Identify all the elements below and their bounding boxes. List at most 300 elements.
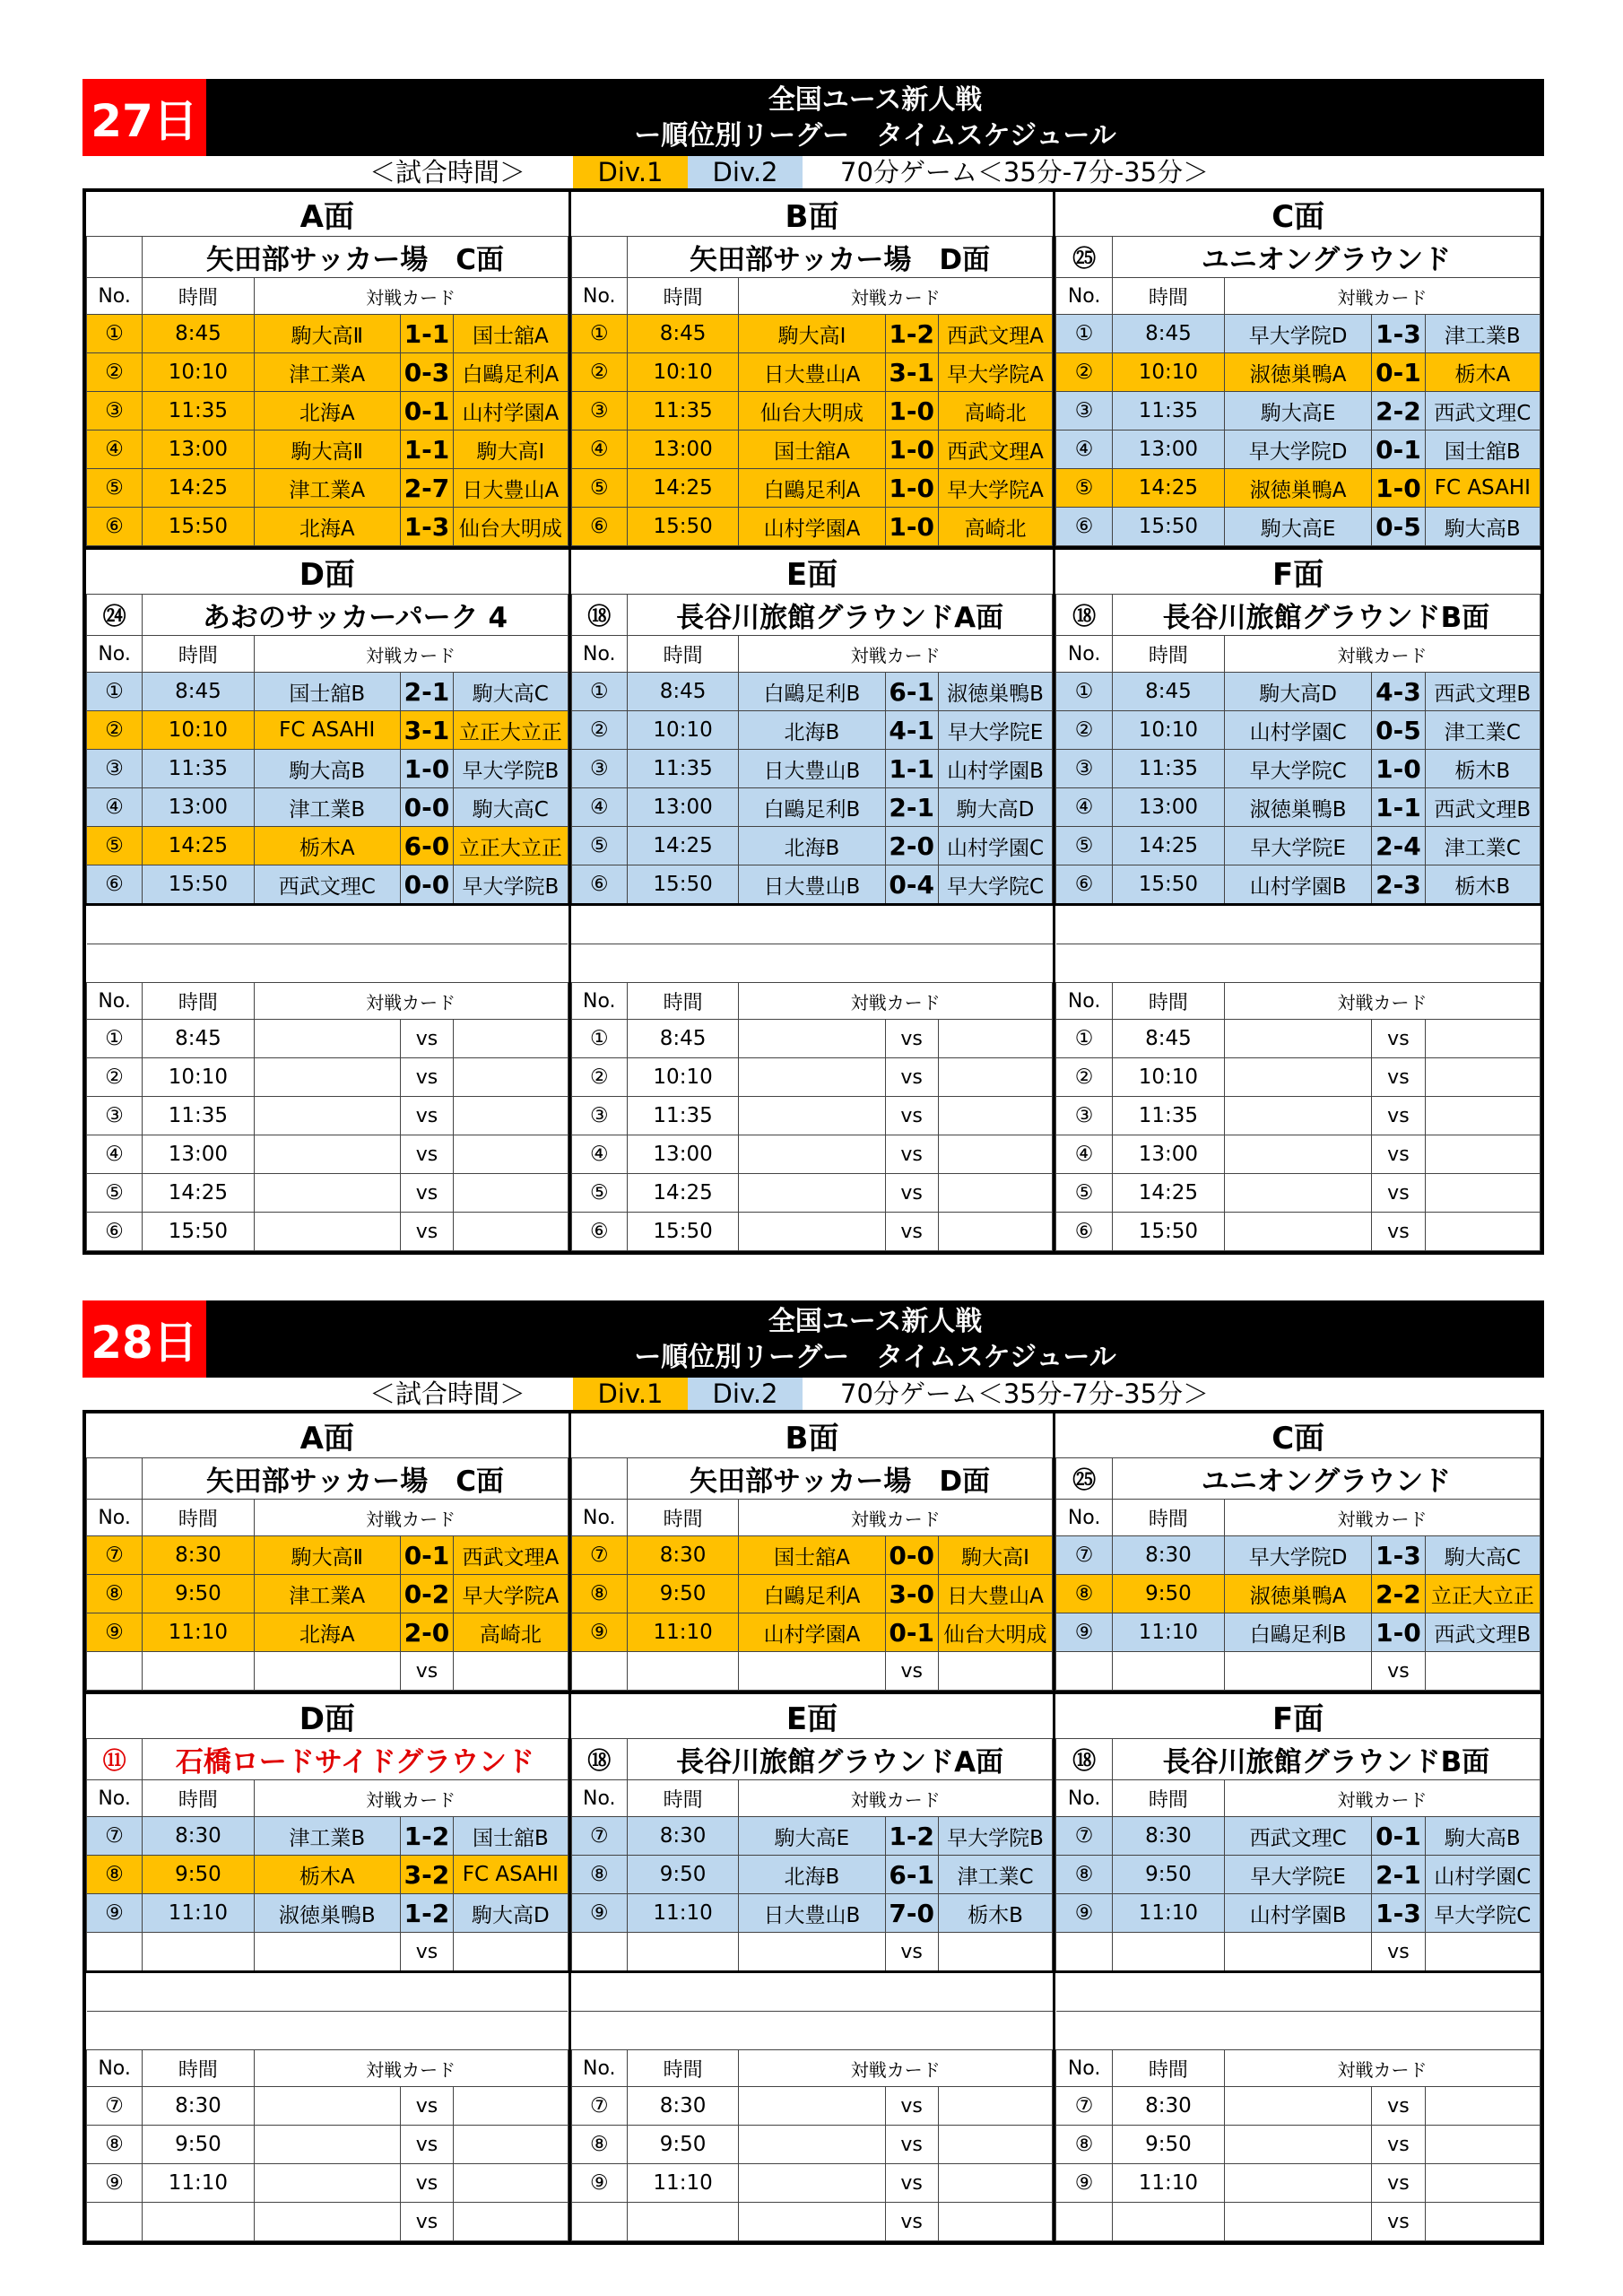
home-team: 日大豊山A (739, 353, 885, 392)
slot-time: 8:45 (1112, 1020, 1224, 1058)
header-card: 対戦カード (1224, 1500, 1540, 1536)
slot-away (938, 1213, 1053, 1251)
table-header-row (87, 983, 568, 1020)
match-score: 1-3 (1372, 1894, 1425, 1933)
match-row (571, 1536, 1053, 1575)
away-team: 立正大立正 (454, 827, 568, 865)
empty-slot-row (571, 2164, 1053, 2203)
match-row (87, 750, 568, 788)
match-row (1056, 1536, 1541, 1575)
match-no: ⑤ (1056, 827, 1113, 865)
match-no: ② (1056, 353, 1113, 392)
field-face-label: F面 (1272, 557, 1324, 593)
slot-vs: vs (400, 2126, 453, 2164)
match-no: ⑦ (1056, 1817, 1113, 1856)
match-no: ② (87, 353, 143, 392)
slot-vs: vs (1372, 1058, 1425, 1097)
table-header-row (87, 1500, 568, 1536)
field-panel (86, 1413, 571, 1691)
slot-home (739, 1097, 885, 1135)
match-time: 11:35 (627, 392, 738, 430)
header-time: 時間 (627, 636, 738, 673)
slot-home (1224, 1020, 1371, 1058)
field-face-label: D面 (299, 557, 355, 593)
field-panel (1055, 550, 1541, 1251)
header-card: 対戦カード (254, 2050, 568, 2087)
slot-home (1224, 2087, 1371, 2126)
match-no: ⑨ (1056, 1894, 1113, 1933)
slot-time: 10:10 (627, 1058, 738, 1097)
venue-name: 長谷川旅館グラウンドB面 (1112, 1739, 1540, 1780)
away-team: 早大学院A (938, 469, 1053, 508)
match-row (571, 865, 1053, 905)
home-team: 白鷗足利A (739, 1575, 885, 1613)
field-face-label: C面 (1271, 199, 1325, 235)
match-row (87, 865, 568, 905)
field-panel (86, 550, 571, 1251)
match-time: 8:45 (1112, 673, 1224, 711)
slot-home (254, 2126, 400, 2164)
table-header-row (1056, 1500, 1541, 1536)
slot-no: ⑧ (87, 2126, 143, 2164)
slot-home (1224, 1213, 1371, 1251)
slot-no: ⑦ (1056, 2087, 1113, 2126)
header-no: No. (1056, 2050, 1113, 2087)
slot-home (739, 2126, 885, 2164)
header-no: No. (87, 2050, 143, 2087)
header-card: 対戦カード (739, 278, 1053, 315)
slot-away (454, 1174, 568, 1213)
away-team: 西武文理A (938, 430, 1053, 469)
match-time: 15:50 (1112, 508, 1224, 546)
match-no (87, 1933, 143, 1972)
match-no: ③ (571, 750, 627, 788)
home-team: 津工業B (254, 1817, 400, 1856)
match-score: 1-1 (1372, 788, 1425, 827)
match-row (1056, 827, 1541, 865)
match-time: 11:35 (1112, 750, 1224, 788)
away-team: 駒大高Ⅰ (938, 1536, 1053, 1575)
schedule-table (86, 1694, 568, 2241)
slot-no: ④ (1056, 1135, 1113, 1174)
slot-away (454, 1213, 568, 1251)
match-row (571, 750, 1053, 788)
match-score: 6-1 (885, 673, 938, 711)
slot-home (254, 2164, 400, 2203)
empty-slot-row (571, 1097, 1053, 1135)
away-team (454, 1933, 568, 1972)
header-card: 対戦カード (739, 2050, 1053, 2087)
match-score: 1-2 (885, 1817, 938, 1856)
slot-away (1425, 1058, 1540, 1097)
slot-away (1425, 1097, 1540, 1135)
match-time: 9:50 (143, 1575, 254, 1613)
home-team: 白鷗足利B (739, 673, 885, 711)
venue-name: 矢田部サッカー場 C面 (143, 237, 568, 278)
empty-slot-row (1056, 1213, 1541, 1251)
match-no: ④ (1056, 430, 1113, 469)
div2-legend: Div.2 (688, 156, 803, 188)
match-score: 3-0 (885, 1575, 938, 1613)
empty-slot-row (87, 2087, 568, 2126)
match-no: ① (571, 673, 627, 711)
slot-time: 15:50 (627, 1213, 738, 1251)
away-team: 栃木B (1425, 865, 1540, 905)
away-team: 駒大高D (454, 1894, 568, 1933)
away-team: 山村学園A (454, 392, 568, 430)
match-row (571, 1817, 1053, 1856)
match-score: 0-4 (885, 865, 938, 905)
header-no: No. (571, 1500, 627, 1536)
blank-row (87, 2012, 568, 2050)
field-panel (1055, 1413, 1541, 1691)
home-team: 早大学院E (1224, 827, 1371, 865)
match-no: ④ (87, 788, 143, 827)
match-no: ⑥ (1056, 508, 1113, 546)
slot-home (254, 1058, 400, 1097)
schedule-table (1055, 550, 1541, 1251)
table-header-row (1056, 983, 1541, 1020)
home-team: 津工業A (254, 1575, 400, 1613)
match-row (571, 673, 1053, 711)
match-no: ⑦ (87, 1536, 143, 1575)
slot-away (938, 1058, 1053, 1097)
slot-home (1224, 1097, 1371, 1135)
slot-home (739, 2164, 885, 2203)
slot-vs: vs (1372, 1135, 1425, 1174)
match-score: 4-3 (1372, 673, 1425, 711)
slot-time: 10:10 (1112, 1058, 1224, 1097)
match-row (1056, 750, 1541, 788)
div1-legend: Div.1 (573, 156, 688, 188)
match-score: 2-1 (400, 673, 453, 711)
slot-no: ③ (87, 1097, 143, 1135)
match-score: 0-1 (400, 392, 453, 430)
match-no: ① (571, 315, 627, 353)
header-time: 時間 (1112, 2050, 1224, 2087)
match-time: 10:10 (627, 711, 738, 750)
slot-vs: vs (885, 1058, 938, 1097)
slot-away (1425, 1174, 1540, 1213)
slot-time (627, 2203, 738, 2241)
match-row (87, 1933, 568, 1972)
match-row (1056, 315, 1541, 353)
away-team: 西武文理B (1425, 788, 1540, 827)
match-score: 3-2 (400, 1856, 453, 1894)
slot-time: 11:35 (143, 1097, 254, 1135)
home-team: 白鷗足利B (739, 788, 885, 827)
venue-name: 長谷川旅館グラウンドA面 (627, 595, 1052, 636)
away-team: 立正大立正 (454, 711, 568, 750)
away-team: 淑徳巣鴨B (938, 673, 1053, 711)
slot-time: 9:50 (1112, 2126, 1224, 2164)
venue-number (87, 237, 143, 278)
schedule-table (571, 1694, 1054, 2241)
match-no (571, 1652, 627, 1691)
match-time: 10:10 (1112, 711, 1224, 750)
table-header-row (1056, 1780, 1541, 1817)
match-no: ③ (87, 750, 143, 788)
slot-vs: vs (1372, 1020, 1425, 1058)
slot-time: 9:50 (143, 2126, 254, 2164)
empty-slot-row (87, 1020, 568, 1058)
empty-slot-row (571, 1135, 1053, 1174)
header-time: 時間 (1112, 983, 1224, 1020)
header-no: No. (87, 1780, 143, 1817)
slot-away (454, 2126, 568, 2164)
match-score: 1-0 (885, 469, 938, 508)
away-team: 栃木B (938, 1894, 1053, 1933)
header-no: No. (87, 983, 143, 1020)
match-no: ② (1056, 711, 1113, 750)
match-time: 11:10 (143, 1613, 254, 1652)
schedule-title (206, 79, 1544, 156)
home-team: 白鷗足利B (1224, 1613, 1371, 1652)
home-team: 国士舘A (739, 1536, 885, 1575)
away-team (938, 1652, 1053, 1691)
header-no: No. (87, 278, 143, 315)
slot-vs: vs (885, 1097, 938, 1135)
header-card: 対戦カード (1224, 1780, 1540, 1817)
day-section (82, 79, 1544, 1255)
table-header-row (571, 983, 1053, 1020)
match-score: 2-1 (885, 788, 938, 827)
home-team: 駒大高E (1224, 392, 1371, 430)
field-panel (86, 1694, 571, 2241)
slot-time: 8:30 (1112, 2087, 1224, 2126)
header-card: 対戦カード (254, 278, 568, 315)
match-score: 6-0 (400, 827, 453, 865)
match-score: 1-0 (1372, 469, 1425, 508)
slot-vs: vs (1372, 2164, 1425, 2203)
match-row (87, 1817, 568, 1856)
slot-vs: vs (400, 1058, 453, 1097)
slot-no: ⑥ (571, 1213, 627, 1251)
match-time: 8:30 (143, 1817, 254, 1856)
match-row (571, 469, 1053, 508)
header-no: No. (571, 983, 627, 1020)
away-team (454, 1652, 568, 1691)
slot-home (254, 1135, 400, 1174)
match-no: ③ (1056, 750, 1113, 788)
empty-slot-row (1056, 2164, 1541, 2203)
home-team: 早大学院C (1224, 750, 1371, 788)
time-label: ＜試合時間＞ (369, 157, 526, 187)
home-team: 駒大高E (1224, 508, 1371, 546)
field-face-label: A面 (299, 199, 354, 235)
field-face-label: D面 (299, 1701, 355, 1737)
blank-row (87, 905, 568, 944)
match-row (571, 711, 1053, 750)
match-no: ② (87, 711, 143, 750)
away-team: FC ASAHI (454, 1856, 568, 1894)
match-no: ⑧ (87, 1856, 143, 1894)
title-line-1: 全国ユース新人戦 (768, 1306, 983, 1337)
match-no: ④ (87, 430, 143, 469)
table-header-row (1056, 2050, 1541, 2087)
match-no: ⑧ (1056, 1856, 1113, 1894)
match-score: 1-0 (1372, 1613, 1425, 1652)
slot-time: 14:25 (143, 1174, 254, 1213)
match-no: ⑥ (87, 508, 143, 546)
empty-slot-row (1056, 1020, 1541, 1058)
blank-row (1056, 944, 1541, 983)
field-face-label: F面 (1272, 1701, 1324, 1737)
venue-number: ⑪ (87, 1739, 143, 1780)
slot-away (938, 2126, 1053, 2164)
match-row (87, 1894, 568, 1933)
match-time: 11:10 (1112, 1613, 1224, 1652)
match-row (87, 392, 568, 430)
empty-slot-row (1056, 1135, 1541, 1174)
match-time (627, 1652, 738, 1691)
home-team: 津工業B (254, 788, 400, 827)
match-time: 13:00 (1112, 788, 1224, 827)
schedule-table (1055, 1694, 1541, 2241)
away-team: 日大豊山A (454, 469, 568, 508)
top-field-grid (82, 1410, 1544, 1691)
slot-home (1224, 2203, 1371, 2241)
match-no: ⑧ (571, 1856, 627, 1894)
header-time: 時間 (627, 2050, 738, 2087)
empty-slot-row (87, 1058, 568, 1097)
match-time: 14:25 (627, 469, 738, 508)
empty-slot-row (1056, 1058, 1541, 1097)
slot-time: 8:45 (627, 1020, 738, 1058)
match-row (1056, 673, 1541, 711)
away-team: 国士舘A (454, 315, 568, 353)
header-time: 時間 (143, 2050, 254, 2087)
empty-slot-row (87, 2126, 568, 2164)
day-label: 27日 (82, 79, 206, 156)
venue-number (87, 1458, 143, 1500)
away-team: 仙台大明成 (454, 508, 568, 546)
table-header-row (87, 1780, 568, 1817)
home-team: 駒大高Ⅱ (254, 1536, 400, 1575)
day-header (82, 1300, 1544, 1378)
match-score: 3-1 (885, 353, 938, 392)
match-row (87, 1652, 568, 1691)
match-score: 0-2 (400, 1575, 453, 1613)
header-time: 時間 (143, 1780, 254, 1817)
away-team: 駒大高B (1425, 1817, 1540, 1856)
empty-slot-row (571, 2087, 1053, 2126)
slot-home (739, 1135, 885, 1174)
field-face-label: B面 (785, 199, 839, 235)
home-team: 駒大高Ⅰ (739, 315, 885, 353)
match-time: 8:45 (627, 315, 738, 353)
match-row (1056, 1933, 1541, 1972)
slot-no: ④ (571, 1135, 627, 1174)
match-no: ⑧ (571, 1575, 627, 1613)
match-score: 1-0 (885, 392, 938, 430)
venue-name: 長谷川旅館グラウンドB面 (1112, 595, 1540, 636)
slot-time: 14:25 (1112, 1174, 1224, 1213)
slot-time: 11:35 (1112, 1097, 1224, 1135)
match-no: ⑦ (87, 1817, 143, 1856)
slot-no: ③ (571, 1097, 627, 1135)
match-time: 11:10 (627, 1894, 738, 1933)
slot-no (1056, 2203, 1113, 2241)
match-row (571, 430, 1053, 469)
slot-time: 9:50 (627, 2126, 738, 2164)
match-score: 2-2 (1372, 1575, 1425, 1613)
slot-away (1425, 2126, 1540, 2164)
match-row (87, 673, 568, 711)
away-team: 津工業C (1425, 827, 1540, 865)
slot-away (1425, 2164, 1540, 2203)
home-team (1224, 1652, 1371, 1691)
home-team (739, 1652, 885, 1691)
slot-vs: vs (400, 1097, 453, 1135)
match-no: ④ (1056, 788, 1113, 827)
away-team: 日大豊山A (938, 1575, 1053, 1613)
home-team: 栃木A (254, 1856, 400, 1894)
match-score: 0-1 (1372, 1817, 1425, 1856)
match-time: 9:50 (1112, 1575, 1224, 1613)
empty-slot-row (1056, 1097, 1541, 1135)
slot-vs: vs (1372, 2126, 1425, 2164)
table-header-row (571, 1780, 1053, 1817)
header-time: 時間 (143, 1500, 254, 1536)
slot-vs: vs (1372, 2087, 1425, 2126)
slot-vs: vs (885, 2164, 938, 2203)
away-team: 早大学院C (938, 865, 1053, 905)
away-team: 早大学院E (938, 711, 1053, 750)
home-team: 北海B (739, 1856, 885, 1894)
match-time: 9:50 (143, 1856, 254, 1894)
schedule-table (1055, 1413, 1541, 1691)
away-team: 西武文理A (454, 1536, 568, 1575)
match-time: 11:35 (627, 750, 738, 788)
venue-number (571, 1458, 627, 1500)
match-score: 1-3 (1372, 1536, 1425, 1575)
match-no: ③ (1056, 392, 1113, 430)
away-team: 高崎北 (938, 508, 1053, 546)
home-team: 津工業A (254, 353, 400, 392)
table-header-row (571, 636, 1053, 673)
slot-away (1425, 1135, 1540, 1174)
slot-away (938, 1135, 1053, 1174)
match-row (87, 315, 568, 353)
match-no: ③ (87, 392, 143, 430)
home-team: 淑徳巣鴨A (1224, 1575, 1371, 1613)
home-team: 北海A (254, 392, 400, 430)
title-line-2: ー順位別リーグー タイムスケジュール (634, 120, 1116, 152)
slot-time (143, 2203, 254, 2241)
header-no: No. (1056, 636, 1113, 673)
empty-slot-row (87, 1097, 568, 1135)
home-team: 日大豊山B (739, 1894, 885, 1933)
slot-time: 13:00 (143, 1135, 254, 1174)
away-team: 早大学院A (454, 1575, 568, 1613)
field-panel (571, 550, 1056, 1251)
title-line-2: ー順位別リーグー タイムスケジュール (634, 1342, 1116, 1373)
match-no: ⑥ (571, 865, 627, 905)
home-team: 駒大高Ⅱ (254, 430, 400, 469)
match-row (571, 1575, 1053, 1613)
away-team: 早大学院B (454, 750, 568, 788)
match-no: ⑤ (571, 827, 627, 865)
match-no (1056, 1933, 1113, 1972)
table-header-row (571, 2050, 1053, 2087)
match-score: 7-0 (885, 1894, 938, 1933)
match-row (571, 392, 1053, 430)
header-card: 対戦カード (739, 1500, 1053, 1536)
away-team: 駒大高C (1425, 1536, 1540, 1575)
venue-number: ⑱ (571, 1739, 627, 1780)
match-time (143, 1652, 254, 1691)
